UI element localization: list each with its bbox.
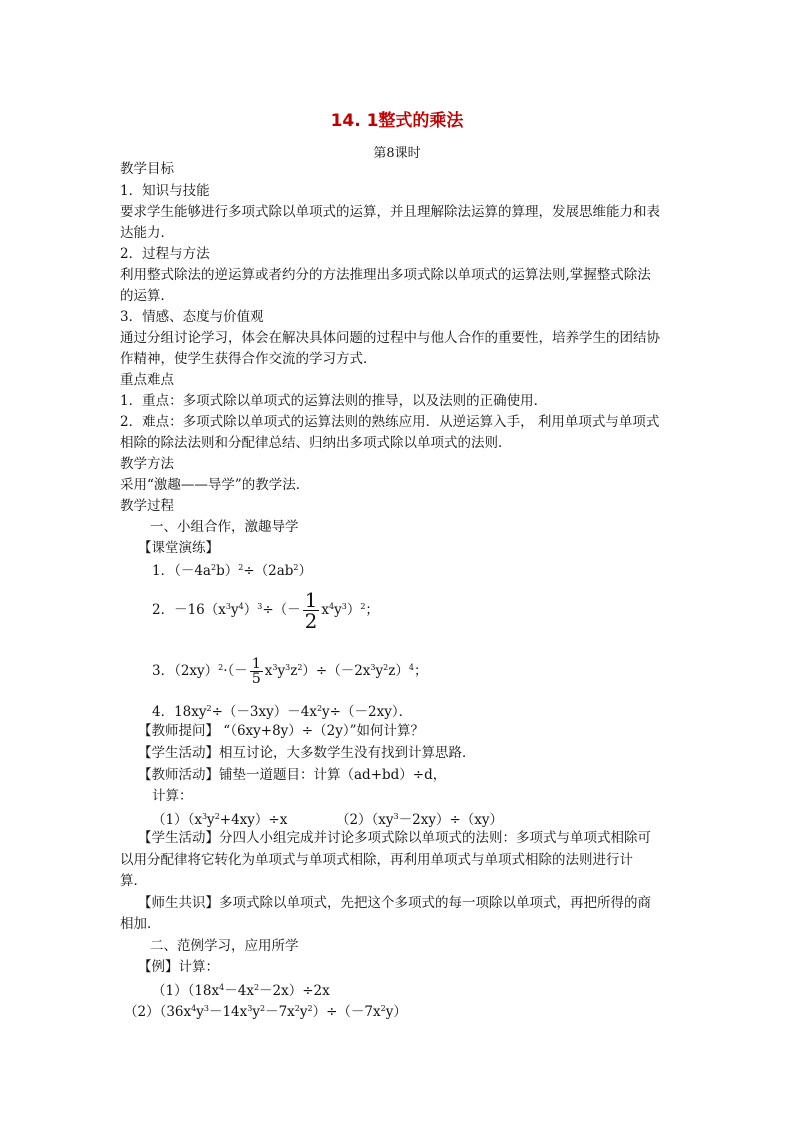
text-line: 2．难点：多项式除以单项式的运算法则的熟练应用．从逆运算入手， 利用单项式与单项式 [120, 414, 660, 430]
page-subtitle: 第8课时 [373, 146, 421, 161]
text-line: 要求学生能够进行多项式除以单项式的运算，并且理解除法运算的算理，发展思维能力和表 [120, 204, 660, 220]
example-1: $(1)(18x^4-4x^2-2x)\div 2x$ [152, 983, 330, 999]
text-line: 【例】计算： [138, 959, 219, 975]
text-line: 达能力． [120, 225, 174, 241]
text-line: 计算： [152, 788, 193, 804]
text-line: 作精神，使学生获得合作交流的学习方式． [120, 351, 377, 367]
text-line: 3．情感、态度与价值观 [120, 309, 264, 325]
text-line: 二、范例学习，应用所学 [150, 938, 299, 954]
text-line: 【教师提问】 “（6xy+8y）÷（2y）”如何计算？ [138, 723, 424, 739]
text-line: 以用分配律将它转化为单项式与单项式相除，再利用单项式与单项式相除的法则进行计 [120, 852, 633, 868]
section-heading: 教学方法 [120, 456, 174, 472]
fraction: $\frac{1}{5}$ [251, 656, 261, 687]
text-line: 1．知识与技能 [120, 183, 210, 199]
page-title: 14. 1整式的乘法 [330, 111, 464, 131]
section-heading: 重点难点 [120, 372, 174, 388]
text-line: 【课堂演练】 [138, 540, 219, 556]
text-line: 1．重点：多项式除以单项式的运算法则的推导，以及法则的正确使用． [120, 393, 548, 409]
text-line: 通过分组讨论学习，体会在解决具体问题的过程中与他人合作的重要性，培养学生的团结协 [120, 330, 660, 346]
exercise-1: 1．$(-4a^2b)^2\div(2ab^2)$ [152, 563, 313, 579]
text-line: 【教师活动】铺垫一道题目：计算（ad+bd）÷d， [138, 767, 447, 783]
text-line: 【师生共识】多项式除以单项式，先把这个多项式的每一项除以单项式，再把所得的商 [138, 895, 651, 911]
text-line: 【学生活动】相互讨论，大多数学生没有找到计算思路． [138, 745, 476, 761]
section-heading: 教学过程 [120, 498, 174, 514]
text-line: 利用整式除法的逆运算或者约分的方法推理出多项式除以单项式的运算法则,掌握整式除法 [120, 267, 651, 283]
text-line: 相加． [120, 916, 161, 932]
text-line: 一、小组合作，激趣导学 [150, 519, 299, 535]
calc-items: $(1)(x^3y^2+4xy)\div x$ $(2)(xy^3-2xy)\div(xy)$ [152, 812, 504, 828]
text-line: 算． [120, 873, 147, 889]
example-2: $(2)(36x^4y^3-14x^3y^2-7x^2y^2)\div(-7x^2y)$ [124, 1004, 407, 1020]
text-line: 采用“激趣——导学”的教学法． [120, 477, 310, 493]
section-heading: 教学目标 [120, 161, 174, 177]
fraction: $\frac{1}{2}$ [304, 588, 318, 633]
exercise-2: 2．$-16(x^3y^4)^3\div(-$ $\frac{1}{2}$ $x^4y^3)^2$； [152, 588, 379, 633]
text-line: 相除的除法法则和分配律总结、归纳出多项式除以单项式的法则． [120, 435, 512, 451]
text-line: 的运算． [120, 288, 174, 304]
exercise-4: 4．$18xy^2\div(-3xy)-4x^2y\div(-2xy)$． [152, 704, 413, 720]
text-line: 2．过程与方法 [120, 246, 210, 262]
text-line: 【学生活动】分四人小组完成并讨论多项式除以单项式的法则：多项式与单项式相除可 [138, 830, 651, 846]
exercise-3: 3．$(2xy)^2\cdot(-$ $\frac{1}{5}$ $x^3y^3z^2)\div(-2x^3y^2z)^4$； [152, 656, 428, 687]
